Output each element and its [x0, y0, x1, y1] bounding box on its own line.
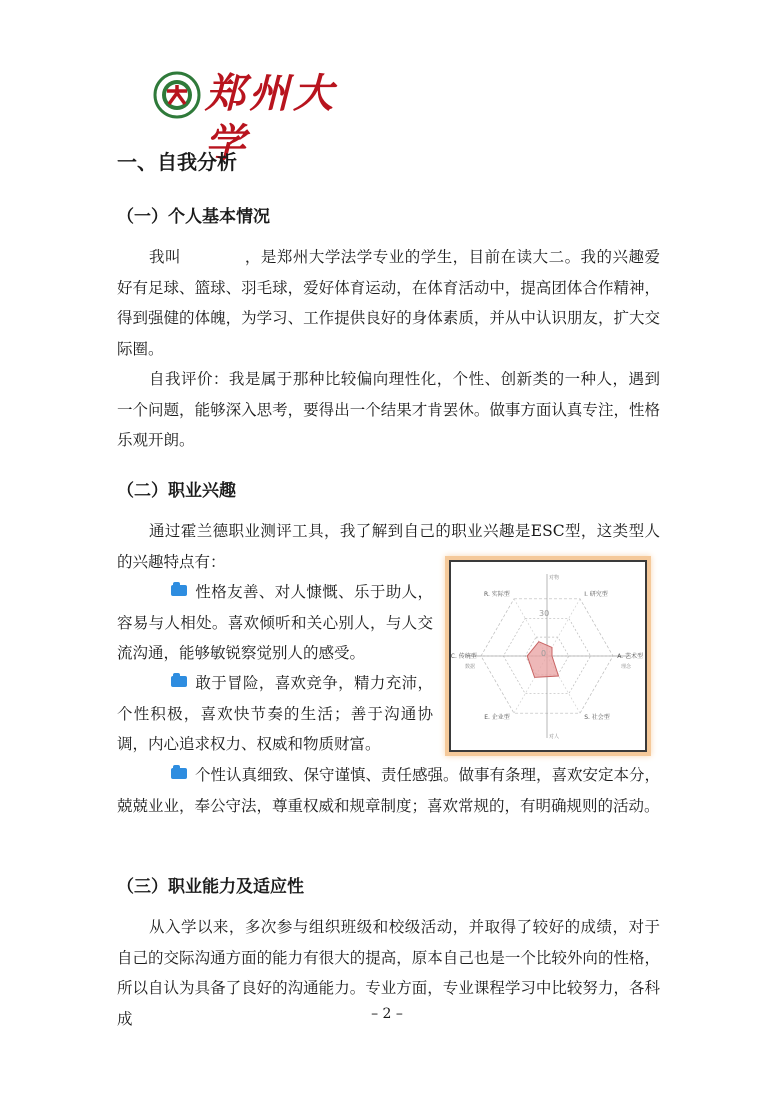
radar-axis-label: R. 实际型	[484, 590, 510, 598]
folder-icon	[171, 676, 187, 687]
university-logo	[153, 67, 368, 167]
paragraph-self-evaluation: 自我评价：我是属于那种比较偏向理性化，个性、创新类的一种人，遇到一个问题，能够深入思考，要得出一个结果才肯罢休。做事方面认真专注，性格乐观开朗。	[117, 370, 660, 449]
radar-axis-label: S. 社会型	[584, 714, 610, 722]
radar-axis-label: A. 艺术型	[617, 653, 644, 660]
folder-icon	[171, 768, 187, 779]
orientation-bottom-label: 对人	[549, 734, 560, 740]
bullet-item-1: 性格友善、对人慷慨、乐于助人，容易与人相处。喜欢倾听和关心别人，与人交流沟通，能够敏锐察觉别人的感受。	[117, 583, 433, 662]
orientation-top-label: 对物	[549, 575, 560, 581]
section-title-basic-info: （一）个人基本情况	[117, 207, 270, 227]
radar-axis-label: I. 研究型	[584, 590, 608, 598]
seal-icon	[153, 71, 201, 119]
heading-self-analysis: 一、自我分析	[117, 150, 237, 174]
center-value-label: 0	[541, 649, 547, 658]
radar-axis-label: E. 企业型	[484, 714, 510, 722]
paragraph-ability: 从入学以来，多次参与组织班级和校级活动，并取得了较好的成绩，对于自己的交际沟通方面的能力有很大的提高，原本自己也是一个比较外向的性格，所以自认为具备了良好的沟通能力。专业方面，专业课程学习中比较努力，各科成	[117, 918, 660, 1028]
radar-data-area	[527, 642, 558, 678]
orientation-left-label: 数据	[465, 664, 476, 670]
section-title-ability: （三）职业能力及适应性	[117, 877, 304, 897]
radar-svg	[451, 562, 645, 750]
section-title-career-interest: （二）职业兴趣	[117, 481, 236, 501]
paragraph-intro: 我叫 ，是郑州大学法学专业的学生，目前在读大二。我的兴趣爱好有足球、篮球、羽毛球，爱好体育运动，在体育活动中，提高团体合作精神，得到强健的体魄，为学习、工作提供良好的身体素质，并从中认识朋友，扩大交际圈。	[117, 248, 660, 358]
orientation-right-label: 理念	[621, 664, 632, 670]
bullet-item-3: 个性认真细致、保守谨慎、责任感强。做事有条理，喜欢安定本分，兢兢业业，奉公守法，尊重权威和规章制度；喜欢常规的，有明确规则的活动。	[117, 766, 661, 815]
holland-radar-chart	[449, 560, 647, 752]
page-number: – 2 –	[371, 1006, 403, 1022]
folder-icon	[171, 585, 187, 596]
bullet-item-2: 敢于冒险，喜欢竞争，精力充沛，个性积极，喜欢快节奏的生活；善于沟通协调，内心追求权力、权威和物质财富。	[117, 674, 433, 753]
paragraph-holland-intro: 通过霍兰德职业测评工具，我了解到自己的职业兴趣是ESC型，这类型人的兴趣特点有：	[117, 522, 660, 571]
ring-value-label: 30	[539, 609, 550, 619]
radar-axis-label: C. 传统型	[451, 653, 477, 660]
logo-text: 郑州大学	[205, 70, 337, 167]
